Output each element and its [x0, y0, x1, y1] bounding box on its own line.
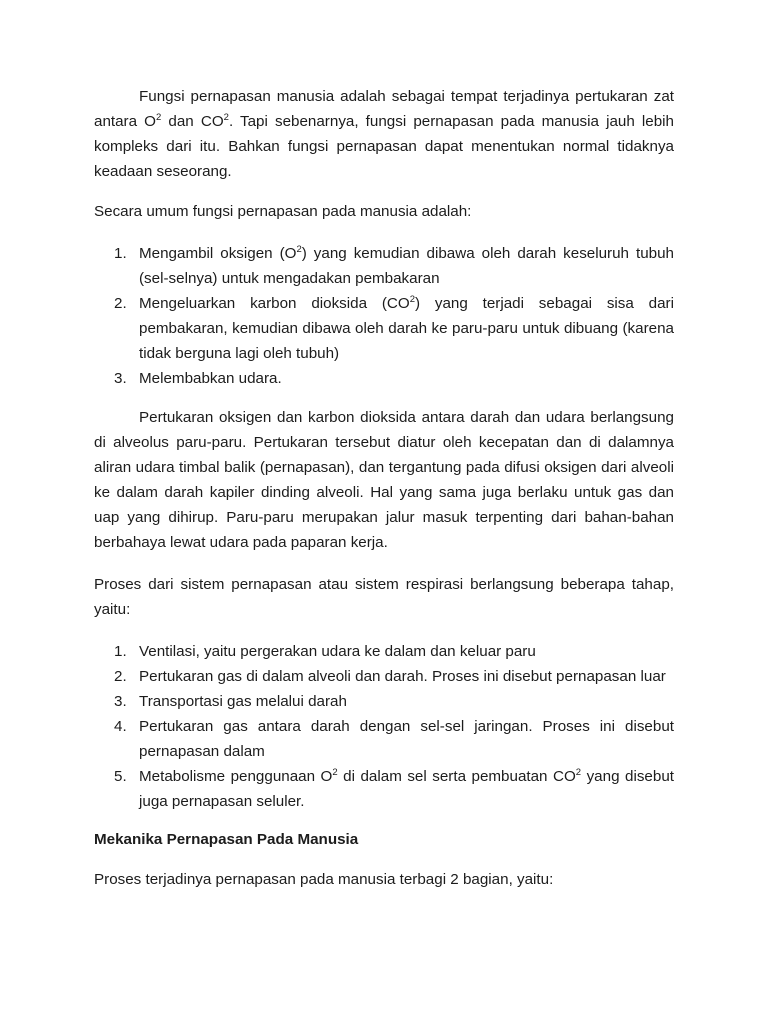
list-number: 1. — [114, 245, 127, 262]
list-item: 2. Mengeluarkan karbon dioksida $(CO^2)$ yang terjadi sebagai sisa dari pembakaran, kemudian dibawa oleh darah ke paru-paru untuk dibuang (karena tidak berguna lagi oleh tubuh) — [94, 291, 674, 366]
paragraph-mechanics-lead: Proses terjadinya pernapasan pada manusia terbagi 2 bagian, yaitu: — [94, 871, 554, 888]
list-number: 3. — [114, 370, 127, 387]
list-item: 5. Metabolisme penggunaan $O^2$ di dalam sel serta pembuatan $CO^2$ yang disebut juga pernapasan seluler. — [94, 764, 674, 814]
superscript: 2 — [156, 112, 162, 123]
list-item: 3. Transportasi gas melalui darah — [94, 689, 674, 714]
list-number: 4. — [114, 718, 127, 735]
list-item: 1. Mengambil oksigen $(O^2)$ yang kemudian dibawa oleh darah keseluruh tubuh (sel-selnya) untuk mengadakan pembakaran — [94, 241, 674, 291]
superscript: 2 — [223, 112, 229, 123]
paragraph-functions-lead: Secara umum fungsi pernapasan pada manusia adalah: — [94, 203, 472, 220]
list-number: 2. — [114, 295, 127, 312]
paragraph-gas-exchange: Pertukaran oksigen dan karbon dioksida antara darah dan udara berlangsung di alveolus paru-paru. Pertukaran tersebut diatur oleh kecepatan dan di dalamnya aliran udara timbal balik (pernapasan), dan tergantung pada difusi oksigen dari alveoli ke dalam darah kapiler dinding alveoli. Hal yang sama juga berlaku untuk gas dan uap yang dihirup. Paru-paru merupakan jalur masuk terpenting dari bahan-bahan berbahaya lewat udara pada paparan kerja. — [94, 409, 674, 551]
list-number: 2. — [114, 668, 127, 685]
list-item: 2. Pertukaran gas di dalam alveoli dan darah. Proses ini disebut pernapasan luar — [94, 664, 674, 689]
list-item: 1. Ventilasi, yaitu pergerakan udara ke dalam dan keluar paru — [94, 639, 674, 664]
list-number: 3. — [114, 693, 127, 710]
superscript: 2 — [296, 244, 302, 255]
superscript: 2 — [332, 767, 338, 778]
section-heading: Mekanika Pernapasan Pada Manusia — [94, 831, 359, 848]
list-number: 1. — [114, 643, 127, 660]
superscript: 2 — [409, 294, 415, 305]
list-item: 3. Melembabkan udara. — [94, 366, 674, 391]
functions-list — [94, 241, 674, 391]
list-item: 4. Pertukaran gas antara darah dengan sel-sel jaringan. Proses ini disebut pernapasan dalam — [94, 714, 674, 764]
paragraph-process-lead: Proses dari sistem pernapasan atau sistem respirasi berlangsung beberapa tahap, yaitu: — [94, 576, 674, 618]
process-stages-list — [94, 639, 674, 814]
list-number: 5. — [114, 768, 127, 785]
paragraph-intro: Fungsi pernapasan manusia adalah sebagai tempat terjadinya pertukaran zat antara $O^2$ dan $CO^2$. Tapi sebenarnya, fungsi pernapasan pada manusia jauh lebih kompleks dari itu. Bahkan fungsi pernapasan dapat menentukan normal tidaknya keadaan seseorang. — [94, 88, 674, 180]
superscript: 2 — [575, 767, 582, 778]
